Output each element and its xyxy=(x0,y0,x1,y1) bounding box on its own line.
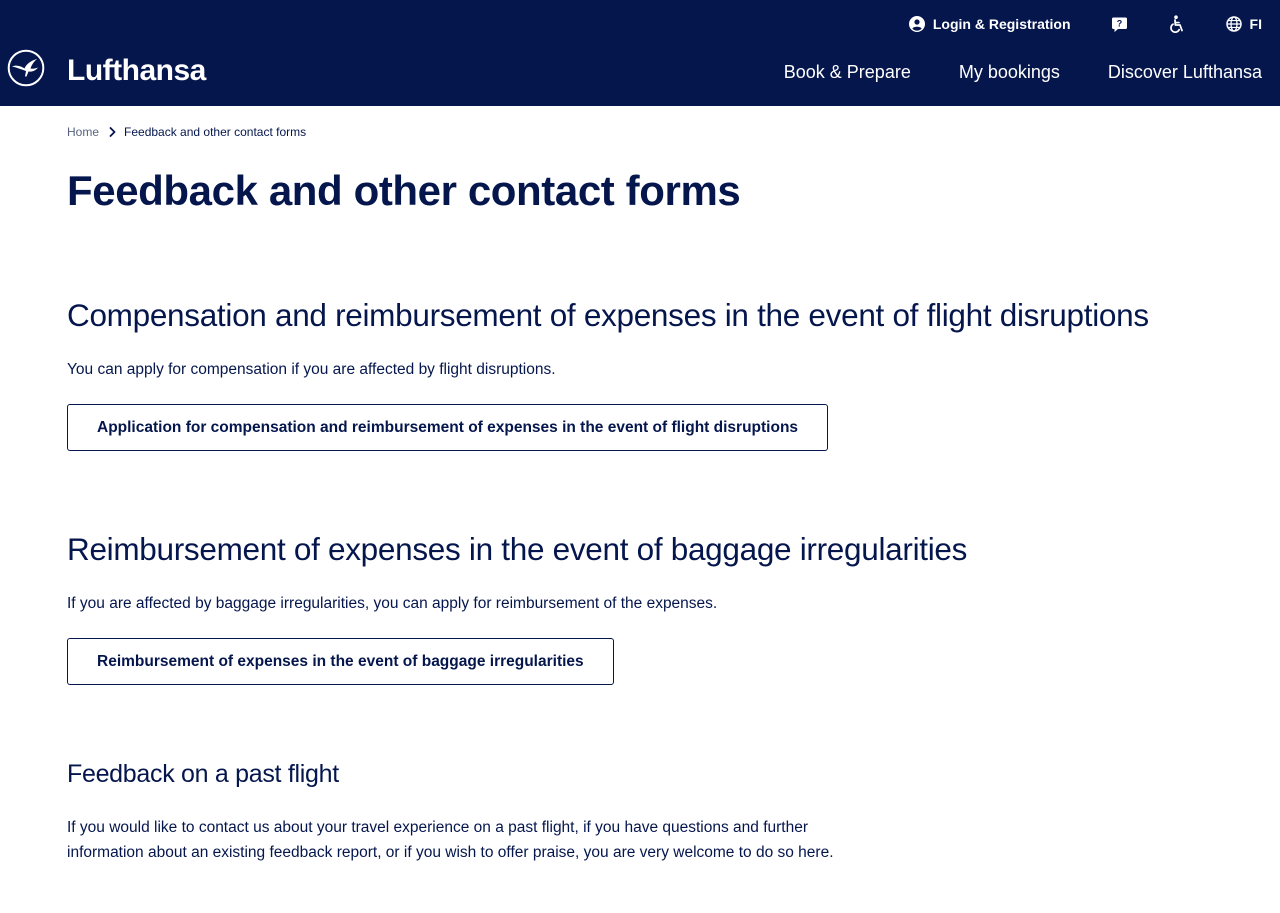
baggage-reimbursement-button[interactable]: Reimbursement of expenses in the event of baggage irregularities xyxy=(67,638,614,685)
breadcrumb-current: Feedback and other contact forms xyxy=(124,125,307,139)
nav-discover-lufthansa[interactable]: Discover Lufthansa xyxy=(1107,62,1262,82)
section-text: If you are affected by baggage irregularities, you can apply for reimbursement of the expenses. xyxy=(67,595,718,612)
section-baggage-irregularities xyxy=(67,529,1257,685)
main-navigation xyxy=(784,62,1262,83)
section-heading: Compensation and reimbursement of expenses in the event of flight disruptions xyxy=(67,297,1149,333)
brand-wordmark: Lufthansa xyxy=(67,53,206,87)
wheelchair-icon xyxy=(1168,15,1186,33)
login-registration-link[interactable] xyxy=(909,16,1071,32)
crane-logo-icon xyxy=(7,49,45,92)
lufthansa-logo[interactable] xyxy=(7,49,206,92)
language-label: FI xyxy=(1249,16,1262,32)
utility-bar xyxy=(909,12,1262,36)
section-heading: Feedback on a past flight xyxy=(67,760,339,788)
help-button[interactable] xyxy=(1111,16,1128,33)
main-content xyxy=(67,106,1257,865)
nav-my-bookings[interactable]: My bookings xyxy=(958,62,1060,82)
globe-icon xyxy=(1226,16,1242,32)
user-circle-icon xyxy=(909,16,925,32)
breadcrumb-home-link[interactable]: Home xyxy=(67,125,100,139)
language-selector[interactable] xyxy=(1226,16,1262,32)
nav-book-prepare[interactable]: Book & Prepare xyxy=(783,62,911,82)
flight-disruption-compensation-button[interactable]: Application for compensation and reimbursement of expenses in the event of flight disruptions xyxy=(67,404,828,451)
site-header xyxy=(0,0,1280,106)
section-text: If you would like to contact us about your travel experience on a past flight, if you have questions and further information about an existing feedback report, or if you wish to offer praise, you are very welcome to do so here. xyxy=(67,819,834,861)
section-heading: Reimbursement of expenses in the event of baggage irregularities xyxy=(67,531,968,567)
svg-text:?: ? xyxy=(1116,18,1122,29)
section-text: You can apply for compensation if you are affected by flight disruptions. xyxy=(67,361,556,378)
chevron-right-icon xyxy=(109,127,116,137)
page-title: Feedback and other contact forms xyxy=(67,167,741,214)
accessibility-button[interactable] xyxy=(1168,15,1186,33)
login-registration-label: Login & Registration xyxy=(932,16,1071,32)
section-flight-disruptions xyxy=(67,295,1257,451)
help-chat-icon xyxy=(1111,16,1128,33)
breadcrumb xyxy=(67,124,1257,140)
section-past-flight-feedback xyxy=(67,757,1257,865)
